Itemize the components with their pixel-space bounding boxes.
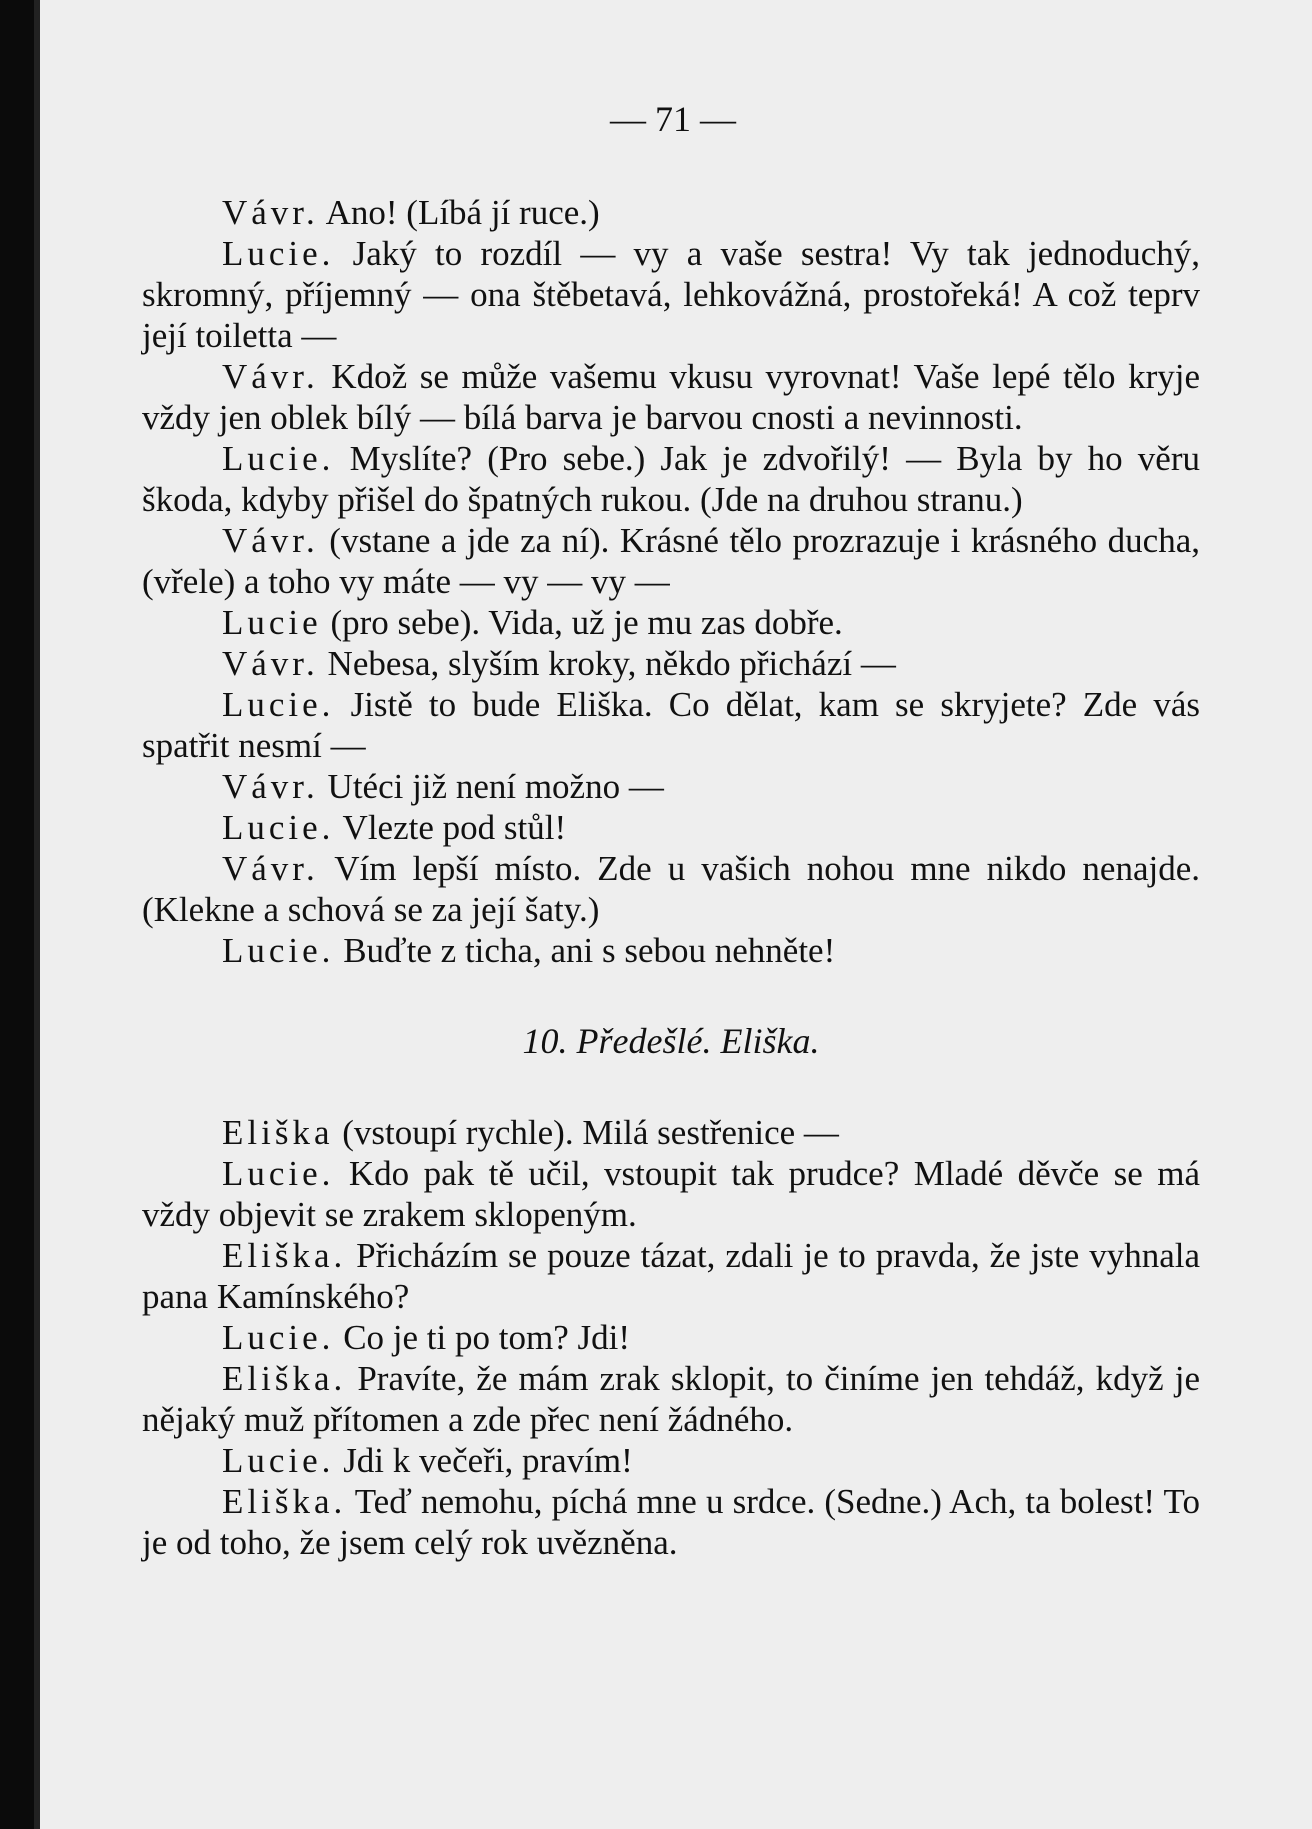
speaker-name: Eliška. bbox=[222, 1359, 347, 1398]
line-text: Kdo pak tě učil, vstoupit tak prudce? Mladé děvče se má vždy objevit se zrakem sklopeným. bbox=[142, 1154, 1200, 1234]
line-text: Utéci již není možno — bbox=[318, 767, 664, 806]
line-text: Nebesa, slyším kroky, někdo přichází — bbox=[318, 644, 896, 683]
speaker-name: Vávr. bbox=[222, 849, 319, 888]
page-edge bbox=[34, 0, 40, 1829]
dialogue-block-after bbox=[142, 1112, 1200, 1563]
page-number: — 71 — bbox=[610, 99, 736, 139]
line-text: Přicházím se pouze tázat, zdali je to pravda, že jste vyhnala pana Kamínského? bbox=[142, 1236, 1200, 1316]
dialogue-line bbox=[142, 1481, 1200, 1563]
dialogue-line bbox=[142, 1112, 1200, 1153]
dialogue-line bbox=[142, 1440, 1200, 1481]
line-text: Teď nemohu, píchá mne u srdce. (Sedne.) Ach, ta bolest! To je od toho, že jsem celý rok uvězněna. bbox=[142, 1482, 1200, 1562]
speaker-name: Vávr. bbox=[222, 193, 319, 232]
dialogue-line bbox=[142, 1153, 1200, 1235]
page-text bbox=[142, 192, 1200, 1563]
dialogue-line bbox=[142, 643, 1200, 684]
line-text: (pro sebe). Vida, už je mu zas dobře. bbox=[321, 603, 843, 642]
speaker-name: Lucie. bbox=[222, 439, 335, 478]
line-text: Co je ti po tom? Jdi! bbox=[334, 1318, 630, 1357]
book-page bbox=[34, 0, 1312, 1829]
speaker-name: Eliška. bbox=[222, 1236, 347, 1275]
dialogue-block-before bbox=[142, 192, 1200, 971]
speaker-name: Lucie. bbox=[222, 234, 335, 273]
line-text: Myslíte? (Pro sebe.) Jak je zdvořilý! — Byla by ho věru škoda, kdyby přišel do špatných rukou. (Jde na druhou stranu.) bbox=[142, 439, 1200, 519]
line-text: Jaký to rozdíl — vy a vaše sestra! Vy tak jednoduchý, skromný, příjemný — ona štěbetavá, lehkovážná, prostořeká! A což teprv její toiletta — bbox=[142, 234, 1200, 355]
dialogue-line bbox=[142, 848, 1200, 930]
speaker-name: Lucie. bbox=[222, 1318, 335, 1357]
dialogue-line bbox=[142, 356, 1200, 438]
dialogue-line bbox=[142, 438, 1200, 520]
line-text: Jistě to bude Eliška. Co dělat, kam se skryjete? Zde vás spatřit nesmí — bbox=[142, 685, 1200, 765]
speaker-name: Eliška bbox=[222, 1113, 334, 1152]
speaker-name: Lucie. bbox=[222, 685, 335, 724]
speaker-name: Lucie. bbox=[222, 931, 335, 970]
speaker-name: Lucie. bbox=[222, 808, 335, 847]
line-text: Vím lepší místo. Zde u vašich nohou mne nikdo nenajde. (Klekne a schová se za její šaty.) bbox=[142, 849, 1200, 929]
dialogue-line bbox=[142, 520, 1200, 602]
speaker-name: Vávr. bbox=[222, 521, 319, 560]
dialogue-line bbox=[142, 192, 1200, 233]
dialogue-line bbox=[142, 233, 1200, 356]
line-text: Buďte z ticha, ani s sebou nehněte! bbox=[334, 931, 836, 970]
dialogue-line bbox=[142, 766, 1200, 807]
dialogue-line bbox=[142, 602, 1200, 643]
line-text: Vlezte pod stůl! bbox=[334, 808, 567, 847]
line-text: Pravíte, že mám zrak sklopit, to činíme jen tehdáž, když je nějaký muž přítomen a zde přec není žádného. bbox=[142, 1359, 1200, 1439]
scene-heading: 10. Předešlé. Eliška. bbox=[522, 1021, 820, 1061]
line-text: (vstane a jde za ní). Krásné tělo prozrazuje i krásného ducha, (vřele) a toho vy máte — vy — vy — bbox=[142, 521, 1200, 601]
speaker-name: Lucie. bbox=[222, 1441, 335, 1480]
dialogue-line bbox=[142, 807, 1200, 848]
speaker-name: Vávr. bbox=[222, 357, 319, 396]
speaker-name: Vávr. bbox=[222, 644, 319, 683]
dialogue-line bbox=[142, 1358, 1200, 1440]
speaker-name: Lucie bbox=[222, 603, 322, 642]
speaker-name: Lucie. bbox=[222, 1154, 335, 1193]
dialogue-line bbox=[142, 684, 1200, 766]
line-text: Ano! (Líbá jí ruce.) bbox=[318, 193, 600, 232]
dialogue-line bbox=[142, 1317, 1200, 1358]
speaker-name: Eliška. bbox=[222, 1482, 347, 1521]
line-text: (vstoupí rychle). Milá sestřenice — bbox=[333, 1113, 839, 1152]
speaker-name: Vávr. bbox=[222, 767, 319, 806]
line-text: Jdi k večeři, pravím! bbox=[334, 1441, 633, 1480]
line-text: Kdož se může vašemu vkusu vyrovnat! Vaše lepé tělo kryje vždy jen oblek bílý — bílá barva je barvou cnosti a nevinnosti. bbox=[142, 357, 1200, 437]
dialogue-line bbox=[142, 930, 1200, 971]
dialogue-line bbox=[142, 1235, 1200, 1317]
